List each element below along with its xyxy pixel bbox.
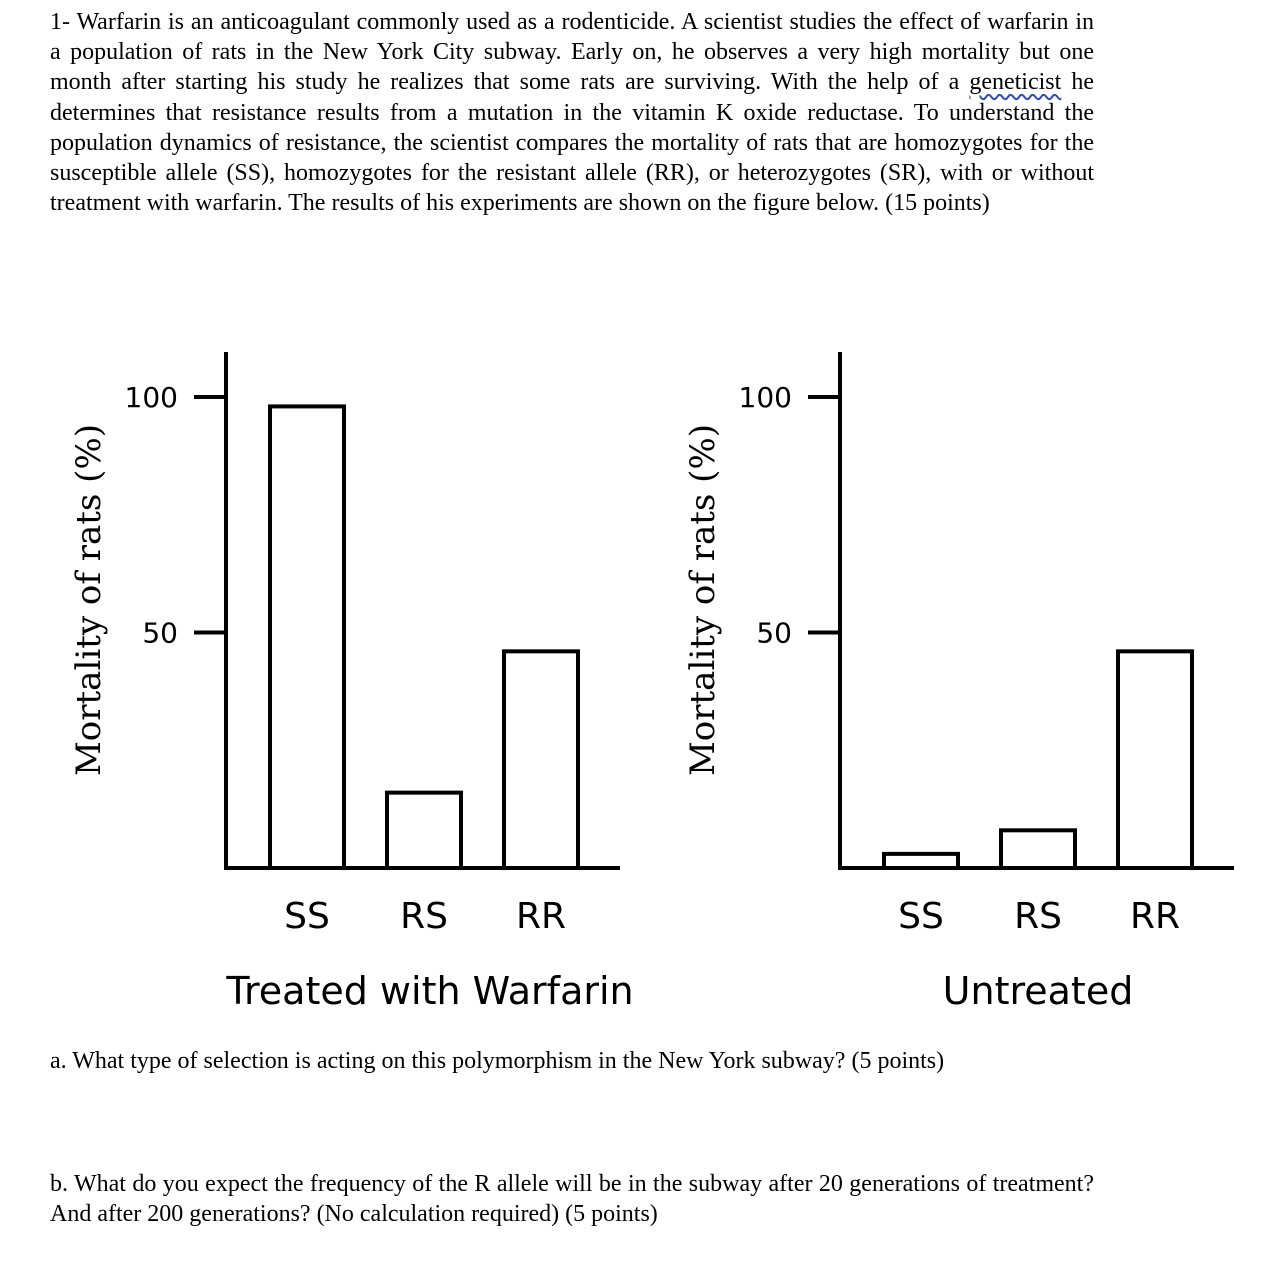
- chart2-category-label-rs: RS: [1014, 896, 1062, 937]
- chart1-y-tick-label-100: 100: [124, 381, 178, 414]
- intro-text-end: he determines that resistance results from a mutation in the vitamin K oxide reductase. To understand the population dynamics of resistance, the scientist compares the mortality of rats that are homozygotes for the susceptible allele (SS), homozygotes for the resistant allele (RR), or heterozygotes (SR), with or without treatment with warfarin. The results of his experiments are shown on the figure below. (15 points): [50, 69, 1095, 217]
- chart2-y-tick-label-100: 100: [738, 381, 792, 414]
- chart1-bar-rs: [387, 793, 461, 868]
- chart2-category-label-ss: SS: [898, 896, 944, 937]
- question-part-a: a. What type of selection is acting on this polymorphism in the New York subway? (5 points): [50, 1048, 945, 1074]
- chart2-y-axis-title: Mortality of rats (%): [683, 423, 723, 777]
- chart2-category-label-rr: RR: [1129, 896, 1181, 937]
- question-part-b: b. What do you expect the frequency of the R allele will be in the subway after 20 generations of treatment? And after 200 generations? (No calculation required) (5 points): [50, 1171, 1094, 1228]
- chart1-category-label-ss: SS: [284, 896, 330, 937]
- chart1-title: Treated with Warfarin: [226, 969, 634, 1013]
- chart2-bar-ss: [884, 854, 958, 868]
- question-intro: [50, 7, 1094, 218]
- chart1-y-axis-title: Mortality of rats (%): [69, 423, 109, 777]
- chart2-bar-rs: [1001, 830, 1075, 868]
- chart2-bar-rr: [1118, 651, 1192, 868]
- intro-link-geneticist: geneticist: [969, 69, 1062, 96]
- chart1-category-label-rs: RS: [400, 896, 448, 937]
- charts-svg: [0, 330, 1274, 1030]
- chart1-bar-rr: [504, 651, 578, 868]
- chart1-bar-ss: [270, 406, 344, 868]
- figure: [0, 330, 1274, 1030]
- chart1-category-label-rr: RR: [515, 896, 567, 937]
- chart2-y-tick-label-50: 50: [756, 616, 792, 650]
- chart2-title: Untreated: [942, 969, 1134, 1013]
- intro-text-start: 1- Warfarin is an anticoagulant commonly used as a rodenticide. A scientist studies the effect of warfarin in a population of rats in the New York City subway. Early on, he observes a very high mortality but one month after starting his study he realizes that some rats are surviving. With the help of a: [50, 9, 1094, 96]
- chart1-y-tick-label-50: 50: [142, 616, 178, 650]
